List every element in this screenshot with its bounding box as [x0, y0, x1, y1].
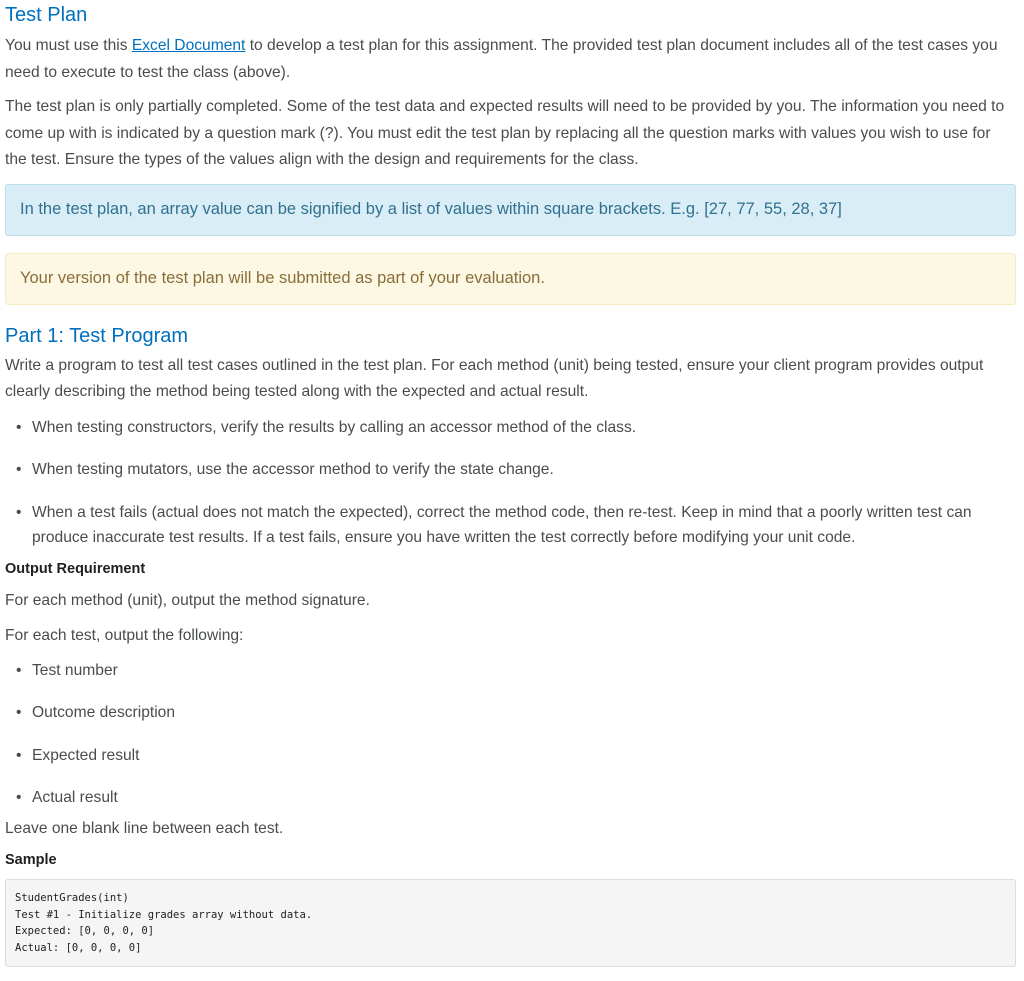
excel-document-link[interactable]: Excel Document — [131, 37, 246, 54]
sample-output-code: StudentGrades(int) Test #1 - Initialize grades array without data. Expected: [0, 0, 0, 0] Actual: [0, 0, 0, 0] — [5, 879, 1016, 967]
output-items-list — [5, 658, 1016, 811]
info-callout: In the test plan, an array value can be signified by a list of values within square brackets. E.g. [27, 77, 55, 28, 37] — [5, 184, 1016, 236]
bullet-icon: • — [16, 461, 22, 478]
test-plan-heading: Test Plan — [5, 4, 88, 26]
list-item — [5, 457, 1016, 483]
bullet-icon: • — [16, 704, 22, 721]
intro-text-after: to develop a test plan for this assignment. The provided test plan document includes all of the test cases you need to execute to test the class (above). — [5, 37, 998, 81]
list-item-text: When a test fails (actual does not match the expected), correct the method code, then re-test. Keep in mind that a poorly written test can produce inaccurate test results. If a test fails, ensure you have written the test correctly before modifying your unit code. — [32, 503, 972, 546]
list-item — [5, 500, 1016, 551]
sample-heading: Sample — [5, 852, 57, 868]
list-item-text: When testing mutators, use the accessor method to verify the state change. — [32, 461, 554, 478]
output-requirement-heading: Output Requirement — [5, 560, 146, 577]
intro-text-before: You must use this — [5, 37, 132, 54]
output-requirement-text: For each method (unit), output the method signature. — [5, 591, 370, 609]
list-item — [5, 743, 1016, 769]
part1-intro: Write a program to test all test cases outlined in the test plan. For each method (unit) being tested, ensure your client program provides output clearly describing the method being tested along with the expected and actual result. — [5, 356, 984, 400]
list-item — [5, 415, 1016, 441]
list-item-text: Outcome description — [32, 704, 176, 721]
list-item — [5, 658, 1016, 684]
list-item — [5, 785, 1016, 811]
test-guidelines-list — [5, 415, 1016, 551]
list-item — [5, 700, 1016, 726]
list-item-text: Test number — [32, 661, 118, 679]
list-item-text: Expected result — [32, 746, 140, 764]
bullet-icon: • — [16, 418, 22, 436]
bullet-icon: • — [16, 661, 22, 679]
bullet-icon: • — [16, 746, 22, 764]
bullet-icon: • — [16, 503, 22, 521]
warning-callout: Your version of the test plan will be submitted as part of your evaluation. — [5, 253, 1016, 305]
list-item-text: When testing constructors, verify the results by calling an accessor method of the class. — [32, 418, 637, 436]
test-plan-intro — [5, 33, 1016, 86]
bullet-icon: • — [16, 789, 22, 806]
list-item-text: Actual result — [32, 789, 118, 806]
part1-heading: Part 1: Test Program — [5, 324, 189, 347]
blank-line-note: Leave one blank line between each test. — [5, 819, 284, 837]
output-requirement-text-2: For each test, output the following: — [5, 627, 244, 644]
test-plan-instructions: The test plan is only partially completed. Some of the test data and expected results will need to be provided by you. The information you need to come up with is indicated by a question mark (?). You must edit the test plan by replacing all the question marks with values you wish to use for the test. Ensure the types of the values align with the design and requirements for the class. — [5, 98, 1005, 168]
